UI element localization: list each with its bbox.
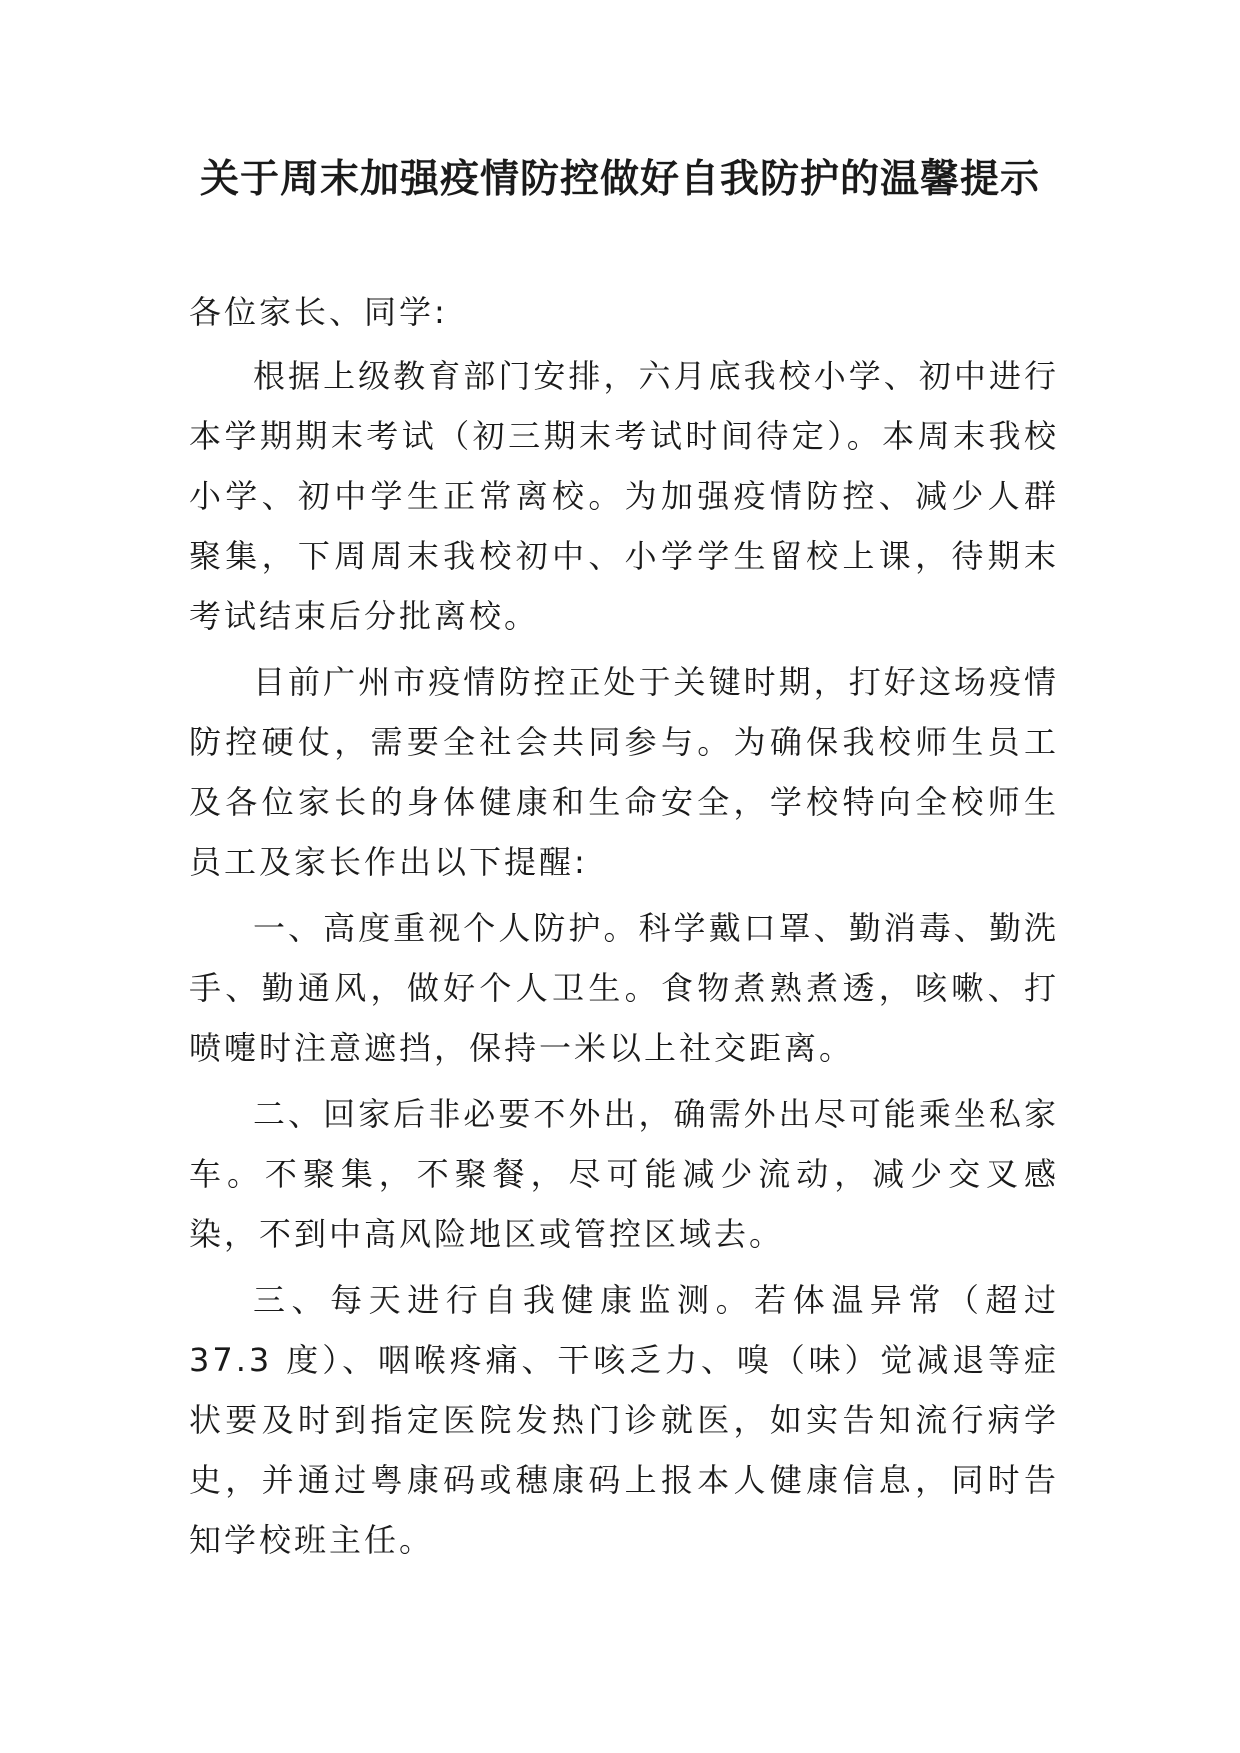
document-body bbox=[189, 282, 1059, 1576]
document-title: 关于周末加强疫情防控做好自我防护的温馨提示 bbox=[199, 156, 1040, 202]
paragraph-item-3: 三、每天进行自我健康监测。若体温异常（超过 37.3 度）、咽喉疼痛、干咳乏力、嗅（味）觉减退等症状要及时到指定医院发热门诊就医，如实告知流行病学史，并通过粤康码或穗康码上报本人健康信息，同时告知学校班主任。 bbox=[189, 1281, 1059, 1559]
salutation: 各位家长、同学: bbox=[189, 293, 448, 331]
paragraph-arrangement: 根据上级教育部门安排，六月底我校小学、初中进行本学期期末考试（初三期末考试时间待定）。本周末我校小学、初中学生正常离校。为加强疫情防控、减少人群聚集，下周周末我校初中、小学学生留校上课，待期末考试结束后分批离校。 bbox=[189, 357, 1059, 635]
paragraph-item-2: 二、回家后非必要不外出，确需外出尽可能乘坐私家车。不聚集，不聚餐，尽可能减少流动，减少交叉感染，不到中高风险地区或管控区域去。 bbox=[189, 1095, 1059, 1253]
paragraph-item-1: 一、高度重视个人防护。科学戴口罩、勤消毒、勤洗手、勤通风，做好个人卫生。食物煮熟煮透，咳嗽、打喷嚏时注意遮挡，保持一米以上社交距离。 bbox=[189, 909, 1059, 1067]
paragraph-background: 目前广州市疫情防控正处于关键时期，打好这场疫情防控硬仗，需要全社会共同参与。为确保我校师生员工及各位家长的身体健康和生命安全，学校特向全校师生员工及家长作出以下提醒: bbox=[189, 663, 1059, 881]
